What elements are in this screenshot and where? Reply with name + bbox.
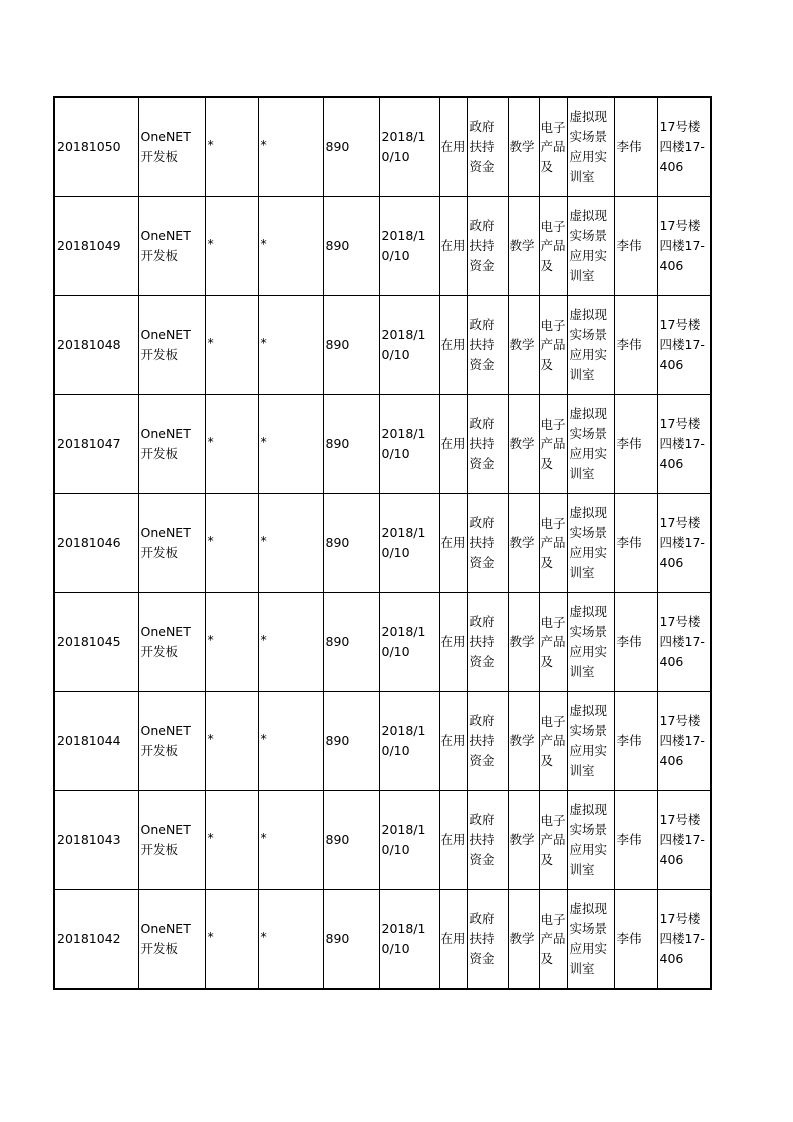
model-cell <box>205 494 258 593</box>
model-value: * <box>207 929 214 944</box>
category-cell: 电子产品及 <box>539 791 567 890</box>
model-value: * <box>207 236 214 251</box>
price-cell: 890 <box>323 593 379 692</box>
model-cell <box>205 692 258 791</box>
storage-place-cell: 17号楼四楼17-406 <box>657 296 711 395</box>
keeper-cell: 李伟 <box>614 494 657 593</box>
fund-source-cell: 政府扶持资金 <box>467 494 508 593</box>
purchase-date-cell: 2018/10/10 <box>379 890 439 990</box>
model-value: * <box>207 434 214 449</box>
purchase-date-cell: 2018/10/10 <box>379 296 439 395</box>
storage-place-cell: 17号楼四楼17-406 <box>657 890 711 990</box>
table-row <box>54 197 711 296</box>
model-cell <box>205 395 258 494</box>
purchase-date-cell: 2018/10/10 <box>379 197 439 296</box>
usage-cell: 教学 <box>508 593 539 692</box>
keeper-cell: 李伟 <box>614 395 657 494</box>
model-cell <box>205 791 258 890</box>
spec-cell <box>258 395 323 494</box>
fund-source-cell: 政府扶持资金 <box>467 395 508 494</box>
purchase-date-cell: 2018/10/10 <box>379 97 439 197</box>
category-cell: 电子产品及 <box>539 197 567 296</box>
asset-name-cell: OneNET开发板 <box>138 692 205 791</box>
price-cell: 890 <box>323 791 379 890</box>
usage-cell: 教学 <box>508 395 539 494</box>
fund-source-cell: 政府扶持资金 <box>467 890 508 990</box>
table-row <box>54 494 711 593</box>
spec-value: * <box>260 929 267 944</box>
model-cell <box>205 296 258 395</box>
usage-cell: 教学 <box>508 494 539 593</box>
asset-name-cell: OneNET开发板 <box>138 395 205 494</box>
status-cell: 在用 <box>439 494 467 593</box>
lab-location-cell: 虚拟现实场景应用实训室 <box>567 197 614 296</box>
keeper-cell: 李伟 <box>614 296 657 395</box>
spec-cell <box>258 197 323 296</box>
usage-cell: 教学 <box>508 890 539 990</box>
lab-location-cell: 虚拟现实场景应用实训室 <box>567 593 614 692</box>
price-cell: 890 <box>323 296 379 395</box>
keeper-cell: 李伟 <box>614 692 657 791</box>
storage-place-cell: 17号楼四楼17-406 <box>657 395 711 494</box>
spec-cell <box>258 890 323 990</box>
purchase-date-cell: 2018/10/10 <box>379 494 439 593</box>
lab-location-cell: 虚拟现实场景应用实训室 <box>567 494 614 593</box>
asset-name-cell: OneNET开发板 <box>138 296 205 395</box>
fund-source-cell: 政府扶持资金 <box>467 197 508 296</box>
keeper-cell: 李伟 <box>614 791 657 890</box>
asset-name-cell: OneNET开发板 <box>138 890 205 990</box>
spec-value: * <box>260 137 267 152</box>
category-cell: 电子产品及 <box>539 494 567 593</box>
usage-cell: 教学 <box>508 692 539 791</box>
model-cell <box>205 97 258 197</box>
purchase-date-cell: 2018/10/10 <box>379 593 439 692</box>
status-cell: 在用 <box>439 593 467 692</box>
table-body <box>54 97 711 989</box>
keeper-cell: 李伟 <box>614 593 657 692</box>
table-row <box>54 296 711 395</box>
lab-location-cell: 虚拟现实场景应用实训室 <box>567 791 614 890</box>
price-cell: 890 <box>323 197 379 296</box>
category-cell: 电子产品及 <box>539 890 567 990</box>
table-row <box>54 791 711 890</box>
model-value: * <box>207 335 214 350</box>
storage-place-cell: 17号楼四楼17-406 <box>657 692 711 791</box>
spec-value: * <box>260 335 267 350</box>
model-value: * <box>207 533 214 548</box>
table-row <box>54 395 711 494</box>
purchase-date-cell: 2018/10/10 <box>379 395 439 494</box>
asset-table <box>53 96 712 990</box>
usage-cell: 教学 <box>508 296 539 395</box>
asset-id-cell: 20181049 <box>54 197 138 296</box>
lab-location-cell: 虚拟现实场景应用实训室 <box>567 296 614 395</box>
lab-location-cell: 虚拟现实场景应用实训室 <box>567 395 614 494</box>
storage-place-cell: 17号楼四楼17-406 <box>657 494 711 593</box>
usage-cell: 教学 <box>508 791 539 890</box>
spec-value: * <box>260 434 267 449</box>
asset-id-cell: 20181046 <box>54 494 138 593</box>
spec-cell <box>258 593 323 692</box>
status-cell: 在用 <box>439 692 467 791</box>
spec-cell <box>258 296 323 395</box>
category-cell: 电子产品及 <box>539 692 567 791</box>
price-cell: 890 <box>323 97 379 197</box>
price-cell: 890 <box>323 890 379 990</box>
spec-cell <box>258 97 323 197</box>
storage-place-cell: 17号楼四楼17-406 <box>657 97 711 197</box>
category-cell: 电子产品及 <box>539 97 567 197</box>
model-value: * <box>207 632 214 647</box>
lab-location-cell: 虚拟现实场景应用实训室 <box>567 97 614 197</box>
price-cell: 890 <box>323 395 379 494</box>
price-cell: 890 <box>323 494 379 593</box>
status-cell: 在用 <box>439 395 467 494</box>
usage-cell: 教学 <box>508 197 539 296</box>
storage-place-cell: 17号楼四楼17-406 <box>657 593 711 692</box>
asset-id-cell: 20181043 <box>54 791 138 890</box>
status-cell: 在用 <box>439 791 467 890</box>
asset-id-cell: 20181050 <box>54 97 138 197</box>
status-cell: 在用 <box>439 97 467 197</box>
table-row <box>54 890 711 990</box>
table-row <box>54 692 711 791</box>
asset-name-cell: OneNET开发板 <box>138 593 205 692</box>
model-cell <box>205 197 258 296</box>
spec-value: * <box>260 731 267 746</box>
model-value: * <box>207 830 214 845</box>
lab-location-cell: 虚拟现实场景应用实训室 <box>567 890 614 990</box>
asset-id-cell: 20181045 <box>54 593 138 692</box>
keeper-cell: 李伟 <box>614 97 657 197</box>
spec-cell <box>258 791 323 890</box>
asset-id-cell: 20181042 <box>54 890 138 990</box>
status-cell: 在用 <box>439 296 467 395</box>
fund-source-cell: 政府扶持资金 <box>467 97 508 197</box>
model-cell <box>205 593 258 692</box>
asset-id-cell: 20181047 <box>54 395 138 494</box>
asset-name-cell: OneNET开发板 <box>138 791 205 890</box>
category-cell: 电子产品及 <box>539 296 567 395</box>
spec-value: * <box>260 830 267 845</box>
asset-id-cell: 20181044 <box>54 692 138 791</box>
status-cell: 在用 <box>439 197 467 296</box>
model-value: * <box>207 731 214 746</box>
asset-name-cell: OneNET开发板 <box>138 494 205 593</box>
fund-source-cell: 政府扶持资金 <box>467 296 508 395</box>
purchase-date-cell: 2018/10/10 <box>379 791 439 890</box>
model-value: * <box>207 137 214 152</box>
spec-value: * <box>260 533 267 548</box>
spec-value: * <box>260 236 267 251</box>
spec-value: * <box>260 632 267 647</box>
category-cell: 电子产品及 <box>539 395 567 494</box>
model-cell <box>205 890 258 990</box>
asset-name-cell: OneNET开发板 <box>138 197 205 296</box>
asset-name-cell: OneNET开发板 <box>138 97 205 197</box>
purchase-date-cell: 2018/10/10 <box>379 692 439 791</box>
keeper-cell: 李伟 <box>614 197 657 296</box>
fund-source-cell: 政府扶持资金 <box>467 791 508 890</box>
table-row <box>54 593 711 692</box>
fund-source-cell: 政府扶持资金 <box>467 593 508 692</box>
lab-location-cell: 虚拟现实场景应用实训室 <box>567 692 614 791</box>
asset-id-cell: 20181048 <box>54 296 138 395</box>
table-row <box>54 97 711 197</box>
fund-source-cell: 政府扶持资金 <box>467 692 508 791</box>
usage-cell: 教学 <box>508 97 539 197</box>
spec-cell <box>258 692 323 791</box>
category-cell: 电子产品及 <box>539 593 567 692</box>
price-cell: 890 <box>323 692 379 791</box>
spec-cell <box>258 494 323 593</box>
storage-place-cell: 17号楼四楼17-406 <box>657 197 711 296</box>
storage-place-cell: 17号楼四楼17-406 <box>657 791 711 890</box>
status-cell: 在用 <box>439 890 467 990</box>
keeper-cell: 李伟 <box>614 890 657 990</box>
